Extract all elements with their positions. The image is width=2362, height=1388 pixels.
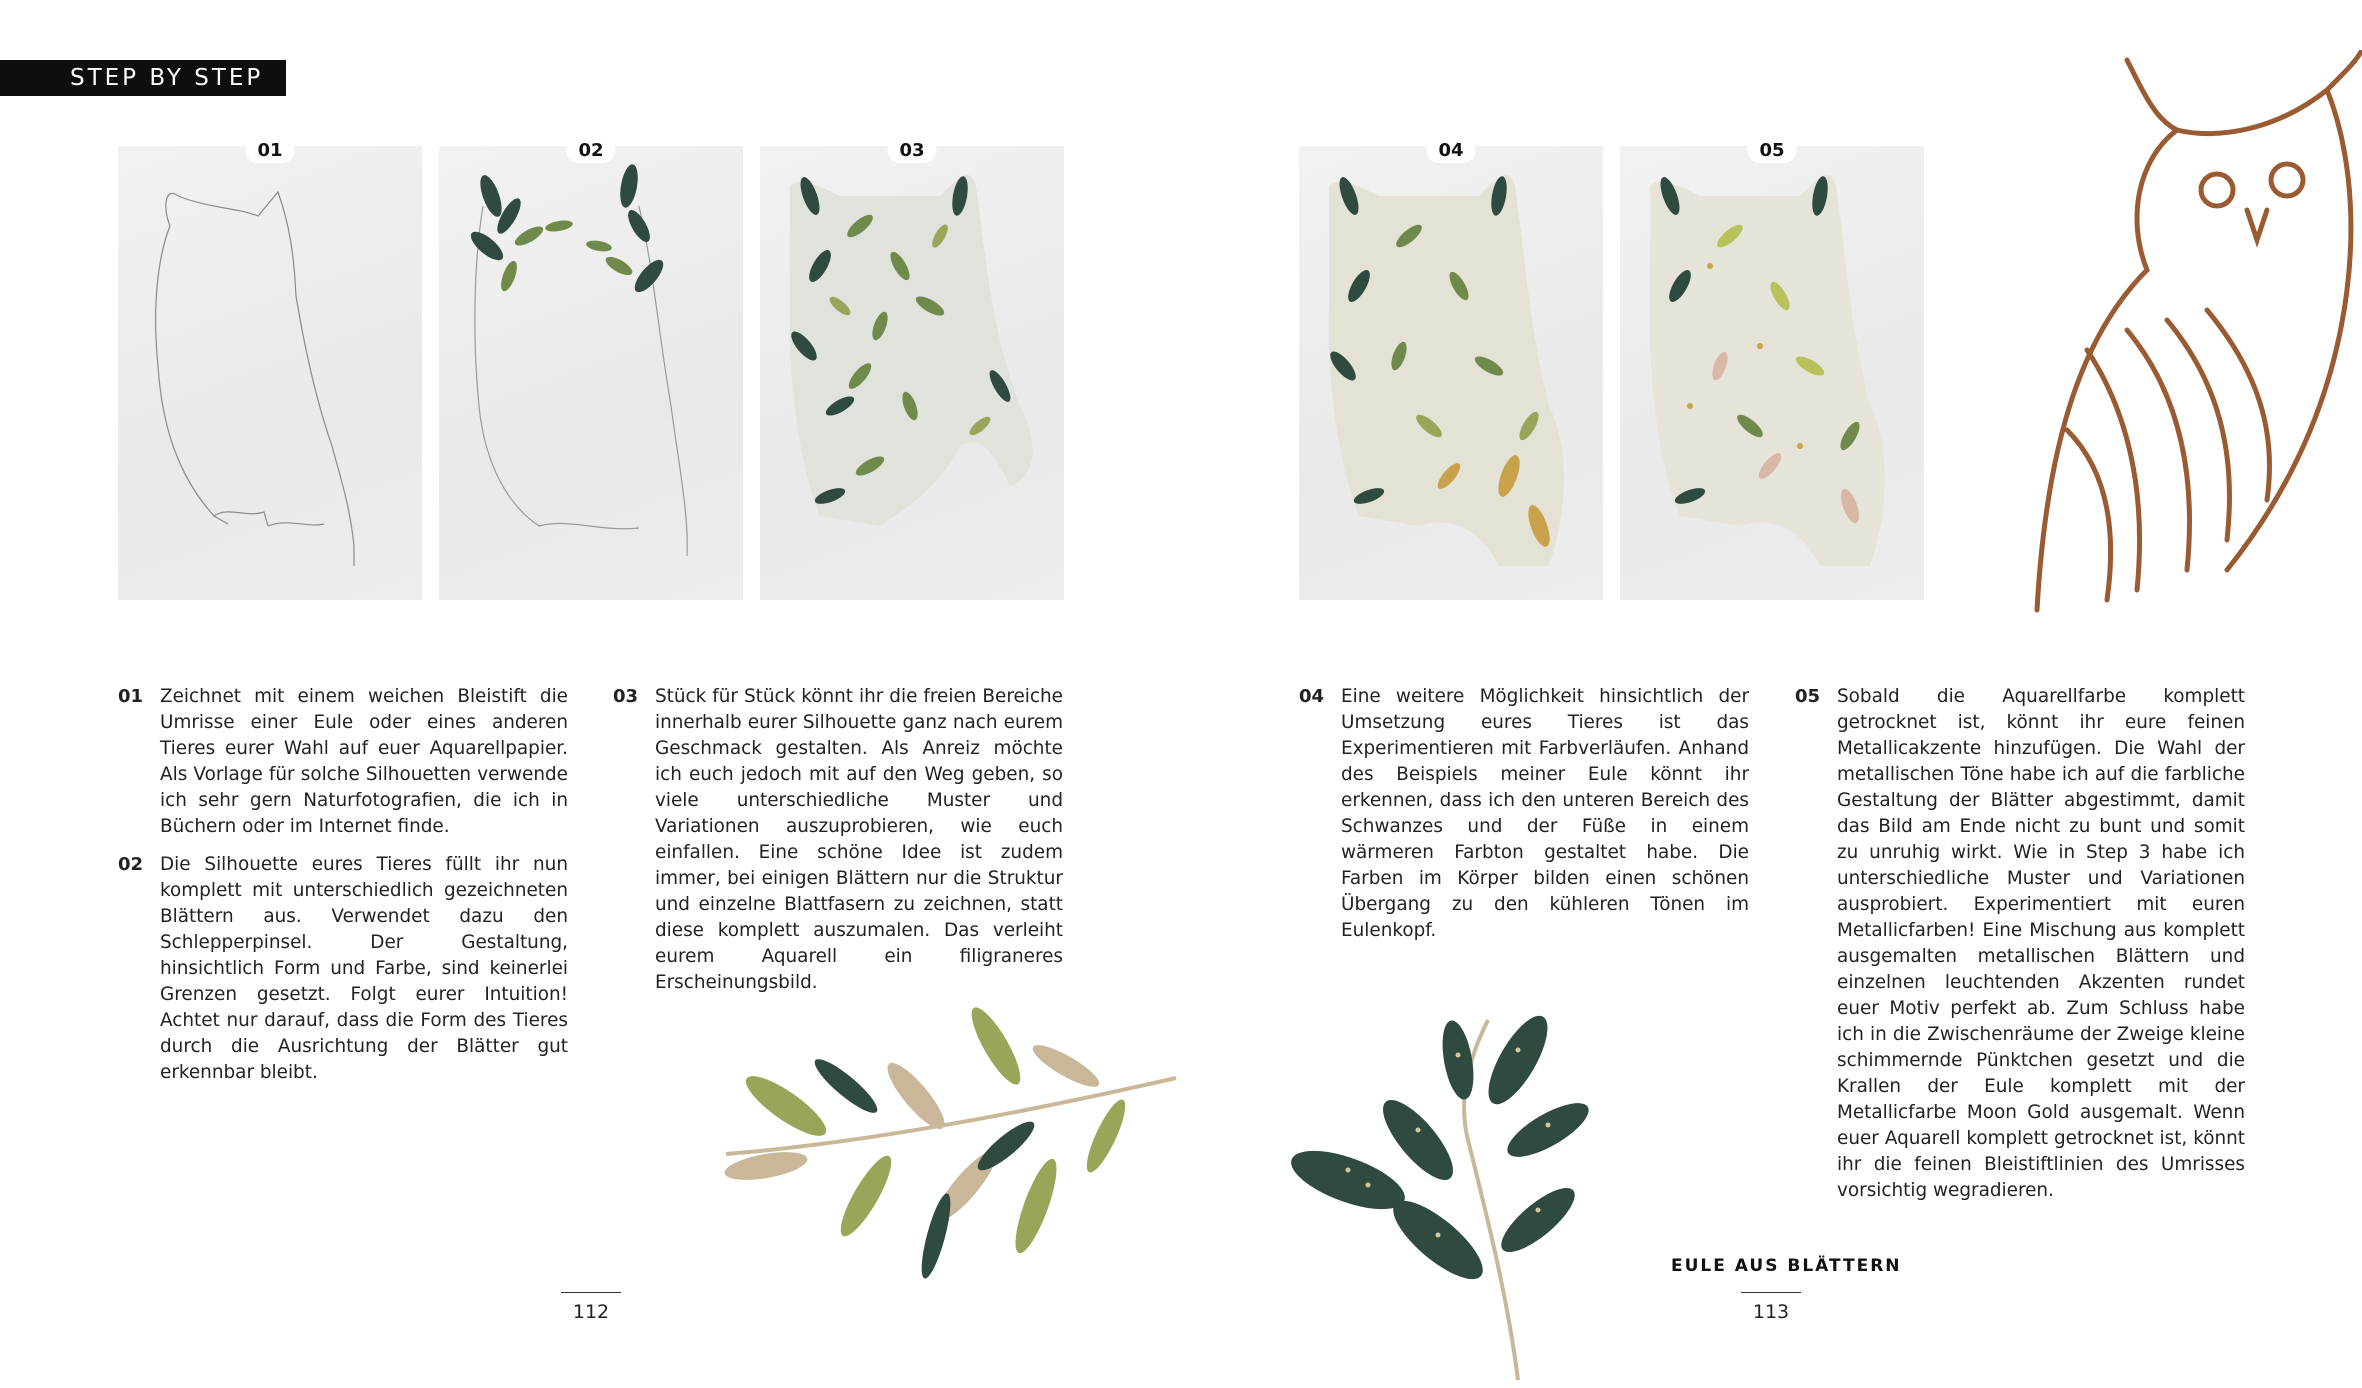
step-number: 02 xyxy=(566,138,615,163)
step-description: Die Silhouette eures Tieres füllt ihr nun komplett mit unterschiedlich gezeichneten Blättern aus. Verwendet dazu den Schlepperpinsel. Der Gestaltung, hinsichtlich Form und Farbe, sind keinerlei Grenzen gesetzt. Folgt eurer Intuition! Achtet nur darauf, dass die Form des Tieres durch die Ausrichtung der Blätter gut erkennbar bleibt. xyxy=(160,854,568,1083)
text-column-4 xyxy=(1795,684,2245,1216)
step-03-text xyxy=(613,684,1063,996)
step-01-photo xyxy=(118,140,422,600)
step-label: 02 xyxy=(118,854,144,875)
step-05-leaves xyxy=(1620,146,1924,600)
text-column-1 xyxy=(118,684,568,1098)
step-01-sketch xyxy=(118,146,422,600)
step-description: Sobald die Aquarellfarbe komplett getrocknet ist, könnt ihr eure feinen Metallicakzente hinzufügen. Die Wahl der metallischen Töne habe ich auf die farbliche Gestaltung der Blätter abgestimmt, damit das Bild am Ende nicht zu bunt und somit zu unruhig wirkt. Wie in Step 3 habe ich unterschiedliche Muster und Variationen ausprobiert. Experimentiert mit euren Metallicfarben! Eine Mischung aus komplett ausgemalten metallischen Blättern und einzelnen leuchtenden Akzenten rundet euer Motiv perfekt ab. Zum Schluss habe ich in die Zwischenräume der Zweige kleine schimmernde Pünktchen gesetzt und die Krallen der Eule komplett mit der Metallicfarbe Moon Gold ausgemalt. Wenn euer Aquarell komplett getrocknet ist, könnt ihr die feinen Bleistiftlinien des Umrisses vorsichtig wegradieren. xyxy=(1837,686,2245,1201)
step-05-text xyxy=(1795,684,2245,1204)
step-label: 03 xyxy=(613,686,639,707)
text-column-3 xyxy=(1299,684,1749,956)
page-number-left: 112 xyxy=(561,1292,621,1323)
step-04-photo xyxy=(1299,140,1603,600)
step-03-photo xyxy=(760,140,1064,600)
step-03-leaves xyxy=(760,146,1064,600)
leaf-branch-illustration xyxy=(706,1006,1186,1296)
section-header xyxy=(0,60,286,96)
section-header-label: STEP BY STEP xyxy=(70,65,264,91)
step-02-photo xyxy=(439,140,743,600)
step-description: Stück für Stück könnt ihr die freien Bereiche innerhalb eurer Silhouette ganz nach eurem Geschmack gestalten. Als Anreiz möchte ich euch jedoch mit auf den Weg geben, so viele unterschiedliche Muster und Variationen auszuprobieren, wie euch einfallen. Eine schöne Idee ist zudem immer, bei einigen Blättern nur die Struktur und einzelne Blattfasern zu zeichnen, statt diese komplett auszumalen. Das verleiht eurem Aquarell ein filigraneres Erscheinungsbild. xyxy=(655,686,1063,993)
step-04-text xyxy=(1299,684,1749,944)
step-01-text xyxy=(118,684,568,840)
step-label: 01 xyxy=(118,686,144,707)
step-label: 04 xyxy=(1299,686,1325,707)
step-label: 05 xyxy=(1795,686,1821,707)
dark-leaf-sprig-illustration xyxy=(1288,1000,1618,1388)
step-number: 04 xyxy=(1426,138,1475,163)
right-page xyxy=(1181,0,2362,1388)
step-description: Zeichnet mit einem weichen Bleistift die Umrisse einer Eule oder eines anderen Tieres eurer Wahl auf euer Aquarellpapier. Als Vorlage für solche Silhouetten verwende ich sehr gern Naturfotografien, die ich in Büchern oder im Internet finde. xyxy=(160,686,568,837)
step-04-leaves xyxy=(1299,146,1603,600)
page-number-right: 113 xyxy=(1741,1292,1801,1323)
step-number: 05 xyxy=(1747,138,1796,163)
step-02-text xyxy=(118,852,568,1086)
step-number: 01 xyxy=(245,138,294,163)
text-column-2 xyxy=(613,684,1063,1008)
step-description: Eine weitere Möglichkeit hinsichtlich der Umsetzung eures Tieres ist das Experimentieren mit Farbverläufen. Anhand des Beispiels meiner Eule könnt ihr erkennen, dass ich den unteren Bereich des Schwanzes und der Füße in einem wärmeren Farbton gestaltet habe. Die Farben im Körper bilden einen schönen Übergang zu den kühleren Tönen im Eulenkopf. xyxy=(1341,686,1749,941)
copper-owl-illustration xyxy=(2027,50,2362,620)
running-title: EULE AUS BLÄTTERN xyxy=(1671,1256,1902,1276)
step-05-photo xyxy=(1620,140,1924,600)
step-number: 03 xyxy=(887,138,936,163)
step-02-leaves xyxy=(439,146,743,600)
